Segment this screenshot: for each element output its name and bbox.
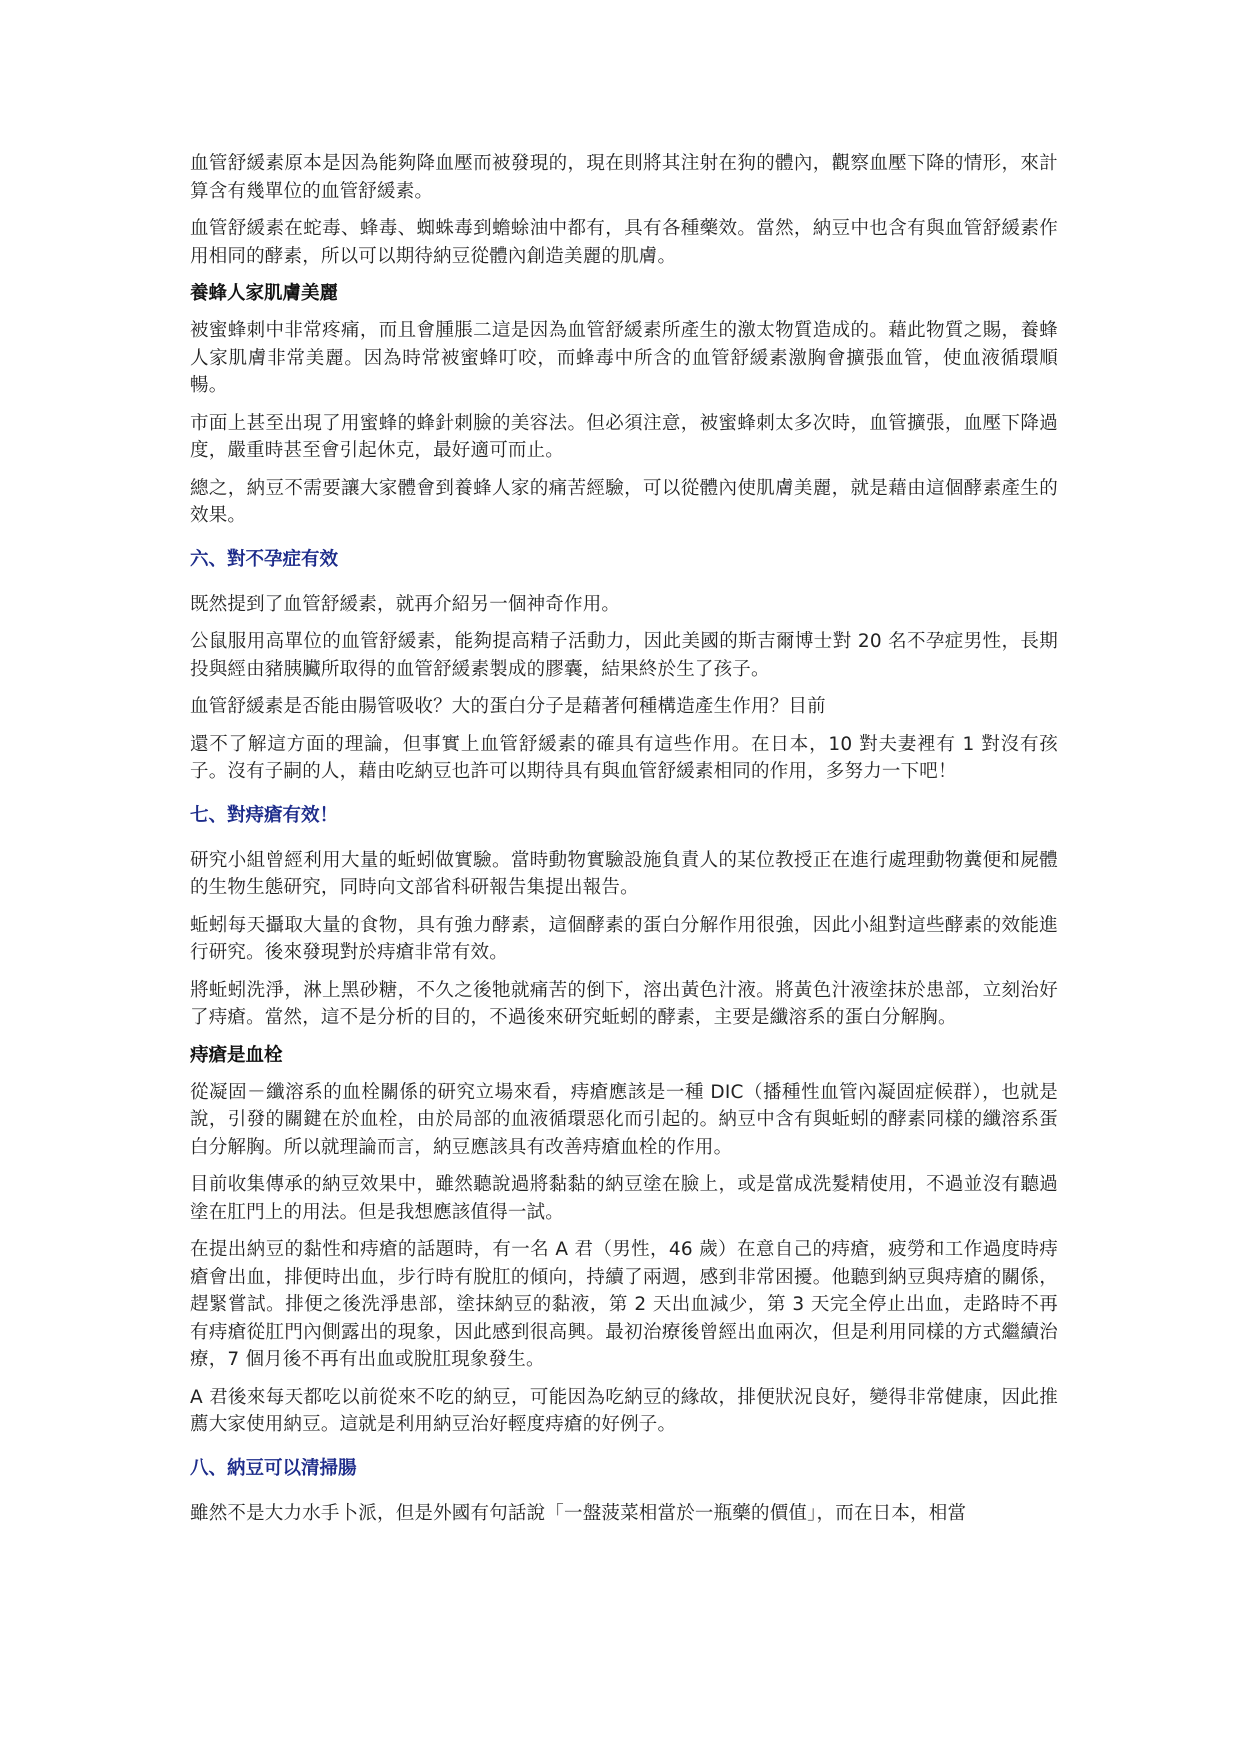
paragraph-mr-a-recommendation: A 君後來每天都吃以前從來不吃的納豆，可能因為吃納豆的緣故，排便狀況良好，變得非常健康，因此推薦大家使用納豆。這就是利用納豆治好輕度痔瘡的好例子。 <box>190 1386 1058 1435</box>
paragraph-bee-beauty-method: 市面上甚至出現了用蜜蜂的蜂針刺臉的美容法。但必須注意，被蜜蜂刺太多次時，血管擴張，血壓下降過度，嚴重時甚至會引起休克，最好適可而止。 <box>190 412 1058 461</box>
paragraph-popeye-spinach: 雖然不是大力水手卜派，但是外國有句話說「一盤菠菜相當於一瓶藥的價值」，而在日本，相當 <box>190 1502 967 1524</box>
paragraph-sperm-study: 公鼠服用高單位的血管舒緩素，能夠提高精子活動力，因此美國的斯吉爾博士對 20 名不孕症男性，長期投與經由豬胰臟所取得的血管舒緩素製成的膠囊，結果終於生了孩子。 <box>190 631 1058 680</box>
paragraph-earthworm-enzyme: 蚯蚓每天攝取大量的食物，具有強力酵素，這個酵素的蛋白分解作用很強，因此小組對這些酵素的效能進行研究。後來發現對於痔瘡非常有效。 <box>190 914 1058 963</box>
paragraph-earthworm-experiment: 研究小組曾經利用大量的蚯蚓做實驗。當時動物實驗設施負責人的某位教授正在進行處理動物糞便和屍體的生物生態研究，同時向文部省科研報告集提出報告。 <box>190 849 1058 898</box>
paragraph-earthworm-juice: 將蚯蚓洗淨，淋上黑砂糖，不久之後牠就痛苦的倒下，溶出黃色汁液。將黃色汁液塗抹於患部，立刻治好了痔瘡。當然，這不是分析的目的，不過後來研究蚯蚓的酵素，主要是纖溶系的蛋白分解胸。 <box>190 979 1058 1028</box>
paragraph-natto-skin-summary: 總之，納豆不需要讓大家體會到養蜂人家的痛苦經驗，可以從體內使肌膚美麗，就是藉由這個酵素產生的效果。 <box>190 477 1058 526</box>
document-page <box>190 150 1058 1537</box>
paragraph-absorption-question: 血管舒緩素是否能由腸管吸收？大的蛋白分子是藉著何種構造產生作用？目前 <box>190 696 826 717</box>
paragraph-japan-couples: 還不了解這方面的理論，但事實上血管舒緩素的確具有這些作用。在日本，10 對夫妻裡有 1 對沒有孩子。沒有子嗣的人，藉由吃納豆也許可以期待具有與血管舒緩素相同的作用，多努力一下吧！ <box>190 733 1058 782</box>
section-heading-intestine-cleaning: 八、納豆可以清掃腸 <box>190 1457 357 1479</box>
paragraph-natto-folk-uses: 目前收集傳承的納豆效果中，雖然聽說過將黏黏的納豆塗在臉上，或是當成洗髮精使用，不過並沒有聽過塗在肛門上的用法。但是我想應該值得一試。 <box>190 1174 1058 1223</box>
subheading-hemorrhoid-thrombus: 痔瘡是血栓 <box>190 1044 283 1066</box>
section-heading-infertility: 六、對不孕症有效 <box>190 548 339 570</box>
paragraph-case-mr-a: 在提出納豆的黏性和痔瘡的話題時，有一名 A 君（男性，46 歲）在意自己的痔瘡，疲勞和工作過度時痔瘡會出血，排便時出血，步行時有脫肛的傾向，持續了兩週，感到非常困擾。他聽到納豆與痔瘡的關係，趕緊嘗試。排便之後洗淨患部，塗抹納豆的黏液，第 2 天出血減少，第 3 天完全停止出血，走路時不再有痔瘡從肛門內側露出的現象，因此感到很高興。最初治療後曾經出血兩次，但是利用同樣的方式繼續治療，7 個月後不再有出血或脫肛現象發生。 <box>190 1239 1058 1370</box>
paragraph-another-effect: 既然提到了血管舒緩素，就再介紹另一個神奇作用。 <box>190 593 621 615</box>
paragraph-kallikrein-origin: 血管舒緩素原本是因為能夠降血壓而被發現的，現在則將其注射在狗的體內，觀察血壓下降的情形，來計算含有幾單位的血管舒緩素。 <box>190 153 1058 202</box>
paragraph-kallikrein-sources: 血管舒緩素在蛇毒、蜂毒、蜘蛛毒到蟾蜍油中都有，具有各種藥效。當然，納豆中也含有與血管舒緩素作用相同的酵素，所以可以期待納豆從體內創造美麗的肌膚。 <box>190 218 1058 267</box>
paragraph-dic-theory: 從凝固－纖溶系的血栓關係的研究立場來看，痔瘡應該是一種 DIC（播種性血管內凝固症候群），也就是說，引發的關鍵在於血栓，由於局部的血液循環惡化而引起的。納豆中含有與蚯蚓的酵素同樣的纖溶系蛋白分解胸。所以就理論而言，納豆應該具有改善痔瘡血栓的作用。 <box>190 1081 1058 1158</box>
subheading-beekeeper-skin: 養蜂人家肌膚美麗 <box>190 283 339 304</box>
section-heading-hemorrhoids: 七、對痔瘡有效！ <box>190 804 339 826</box>
paragraph-bee-sting: 被蜜蜂刺中非常疼痛，而且會腫脹二這是因為血管舒緩素所產生的激太物質造成的。藉此物質之賜，養蜂人家肌膚非常美麗。因為時常被蜜蜂叮咬，而蜂毒中所含的血管舒緩素激胸會擴張血管，使血液循環順暢。 <box>190 320 1058 396</box>
